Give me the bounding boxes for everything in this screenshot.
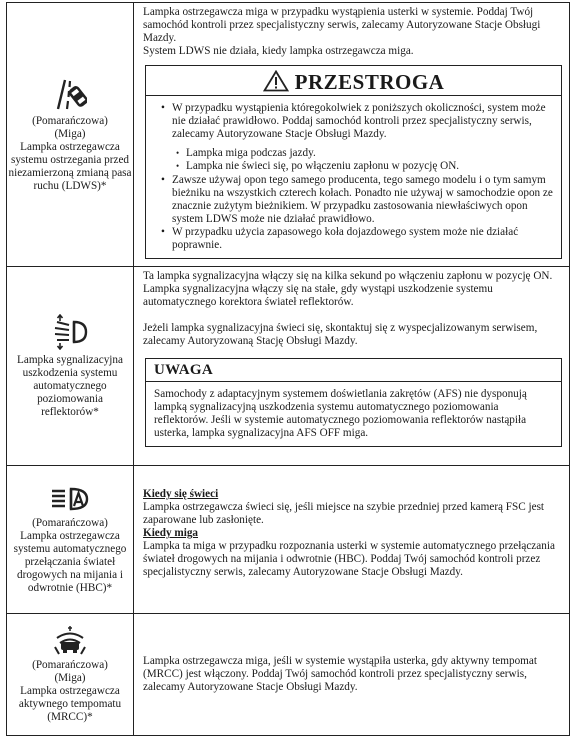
headlight-leveling-icon <box>7 314 133 350</box>
icon-caption-mode: (Miga) <box>54 127 86 140</box>
hbc-text-on: Lampka ostrzegawcza świeci się, jeśli miejsce na szybie przedniej przed kamerą FSC jest zaparowane lub zasłonięte. <box>143 501 545 526</box>
list-item: • Lampka nie świeci się, po włączeniu zapłonu w pozycję ON. <box>186 160 553 173</box>
list-item: • Zawsze używaj opon tego samego producenta, tego samego modelu i o tym samym bieżniku na wszystkich czterech kołach. Ponadto nie używaj w samochodzie opon ze znacznie zużytym bieżnikiem. W przypadku zastosowania niewłaściwych opon system LDWS może nie działać prawidłowo. <box>172 174 553 226</box>
icon-caption-color: (Pomarańczowa) <box>32 516 108 529</box>
text-cell-ldws <box>134 3 570 267</box>
table-row-hbc <box>7 466 570 614</box>
icon-caption-color: (Pomarańczowa) <box>32 659 108 671</box>
caution-title: PRZESTROGA <box>294 70 445 94</box>
warning-lights-table <box>6 2 570 736</box>
icon-caption-description: Lampka ostrzegawcza aktywnego tempomatu (MRCC)* <box>18 685 122 723</box>
icon-caption-description: Lampka sygnalizacyjna uszkodzenia systemu automatycznego poziomowania reflektorów* <box>17 353 123 418</box>
icon-cell-ldws <box>7 3 134 267</box>
leveling-p3: Jeżeli lampka sygnalizacyjna świeci się, skontaktuj się z wyspecjalizowanym serwisem, zalecamy Autoryzowaną Stację Obsługi Mazdy. <box>143 322 538 347</box>
hbc-high-beam-auto-icon <box>7 485 133 513</box>
ldws-intro-2: System LDWS nie działa, kiedy lampka ostrzegawcza miga. <box>143 45 414 57</box>
note-body: Samochody z adaptacyjnym systemem doświetlania zakrętów (AFS) nie dysponują lampką sygnalizacyjną uszkodzenia systemu automatycznego poziomowania reflektorów. Jeśli w systemie automatycznego poziomowania reflektorów nastąpiła usterka, lampka sygnalizacyjna AFS OFF miga. <box>154 388 527 439</box>
icon-cell-hbc <box>7 466 134 614</box>
icon-caption-mode: (Miga) <box>54 672 86 684</box>
text-cell-mrcc <box>134 614 570 736</box>
ldws-lane-departure-icon <box>7 77 133 111</box>
mrcc-cruise-control-icon <box>7 625 133 655</box>
list-item: • Lampka miga podczas jazdy. <box>186 147 553 160</box>
text-cell-leveling <box>134 267 570 466</box>
caution-body <box>146 96 561 258</box>
text-cell-hbc <box>134 466 570 614</box>
table-row-ldws <box>7 3 570 267</box>
mrcc-text: Lampka ostrzegawcza miga, jeśli w systemie wystąpiła usterka, gdy aktywny tempomat (MRCC) jest włączony. Poddaj Twój samochód kontroli przez specjalistyczny serwis, zalecamy Autoryzowane Stacje Obsługi Mazdy. <box>143 655 537 693</box>
list-item: • W przypadku użycia zapasowego koła dojazdowego system może nie działać poprawnie. <box>172 226 553 252</box>
leveling-p2: Lampka sygnalizacyjna włączy się na stałe, gdy wystąpi uszkodzenie systemu automatycznego korektora świateł reflektorów. <box>143 283 493 308</box>
note-box <box>145 358 562 447</box>
table-row-mrcc <box>7 614 570 736</box>
leveling-p1: Ta lampka sygnalizacyjna włączy się na kilka sekund po włączeniu zapłonu w pozycję ON. <box>143 270 553 282</box>
note-title: UWAGA <box>146 359 561 382</box>
icon-caption-description: Lampka ostrzegawcza systemu ostrzegania przed niezamierzoną zmianą pasa ruchu (LDWS)* <box>8 140 132 192</box>
hbc-subhead-on: Kiedy się świeci <box>143 488 219 500</box>
hbc-subhead-blink: Kiedy miga <box>143 527 199 539</box>
icon-caption-description: Lampka ostrzegawcza systemu automatycznego przełączania świateł drogowych na mijania i odwrotnie (HBC)* <box>13 529 127 594</box>
icon-cell-leveling <box>7 267 134 466</box>
ldws-intro: Lampka ostrzegawcza miga w przypadku wystąpienia usterki w systemie. Poddaj Twój samochód kontroli przez specjalistyczny serwis, zalecamy Autoryzowane Stacje Obsługi Mazdy. <box>143 6 541 44</box>
icon-caption-color: (Pomarańczowa) <box>32 114 108 127</box>
caution-header <box>146 66 561 96</box>
icon-cell-mrcc <box>7 614 134 736</box>
warning-triangle-icon <box>263 70 289 92</box>
caution-box <box>145 65 562 259</box>
list-item: • W przypadku wystąpienia któregokolwiek z poniższych okoliczności, system może nie działać prawidłowo. Poddaj samochód kontroli przez specjalistyczny serwis, zalecamy Autoryzowane Stacje Obsługi Mazdy. • Lampka miga podczas jazdy. • Lampka nie świeci się, po włączeniu zapłonu w pozycję ON. <box>172 102 553 173</box>
table-row-leveling <box>7 267 570 466</box>
hbc-text-blink: Lampka ta miga w przypadku rozpoznania usterki w systemie automatycznego przełączania świateł drogowych na mijania i odwrotnie (HBC). Poddaj Twój samochód kontroli przez specjalistyczny serwis, zalecamy Autoryzowane Stacje Obsługi Mazdy. <box>143 540 555 578</box>
